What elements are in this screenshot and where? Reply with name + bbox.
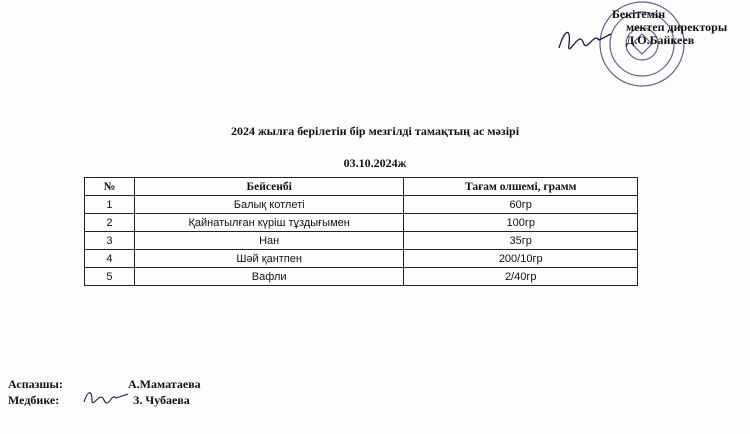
header-number: № <box>85 178 135 196</box>
director-signature-icon <box>555 24 615 54</box>
nurse-signature-icon <box>82 388 130 406</box>
approval-line: Бекітемін <box>612 7 666 21</box>
table-row <box>85 196 638 214</box>
table-row <box>85 214 638 232</box>
row-dish: Балық котлеті <box>134 196 404 214</box>
row-number: 2 <box>85 214 135 232</box>
table-header-row <box>85 178 638 196</box>
header-portion: Тағам олшемі, грамм <box>404 178 638 196</box>
cook-label: Аспазшы: <box>8 377 63 391</box>
nurse-label: Медбике: <box>8 393 60 407</box>
table-row <box>85 232 638 250</box>
row-portion: 100гр <box>404 214 638 232</box>
row-dish: Нан <box>134 232 404 250</box>
nurse-name: З. Чубаева <box>133 393 190 407</box>
row-dish: Вафли <box>134 268 404 286</box>
row-portion: 200/10гр <box>404 250 638 268</box>
row-portion: 60гр <box>404 196 638 214</box>
approval-director-name: Д.О.Байкеев <box>626 33 695 47</box>
row-number: 3 <box>85 232 135 250</box>
table-row <box>85 250 638 268</box>
row-portion: 35гр <box>404 232 638 250</box>
row-number: 1 <box>85 196 135 214</box>
document-title: 2024 жылға берілетін бір мезгілді тамақтың ас мәзірі <box>230 124 520 138</box>
row-portion: 2/40гр <box>404 268 638 286</box>
table-row <box>85 268 638 286</box>
row-dish: Қайнатылған күріш тұздығымен <box>134 214 404 232</box>
approval-block <box>612 8 727 47</box>
row-number: 5 <box>85 268 135 286</box>
header-day: Бейсенбі <box>134 178 404 196</box>
row-number: 4 <box>85 250 135 268</box>
cook-name: А.Маматаева <box>128 377 201 391</box>
menu-table <box>84 177 638 286</box>
row-dish: Шәй қантпен <box>134 250 404 268</box>
approval-position: мектеп директоры <box>626 20 728 34</box>
document-date: 03.10.2024ж <box>343 156 407 170</box>
